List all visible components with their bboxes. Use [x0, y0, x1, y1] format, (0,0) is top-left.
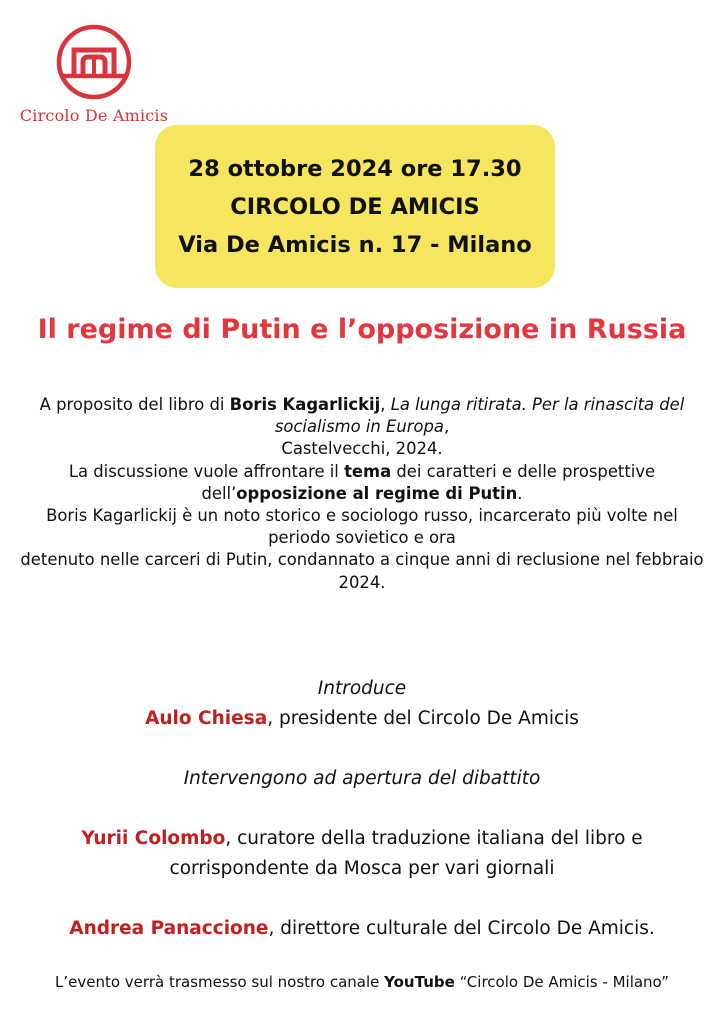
logo	[18, 22, 170, 125]
moderator-name: Aulo Chiesa	[145, 708, 268, 729]
footer-pre: L’evento verrà trasmesso sul nostro canale	[55, 973, 385, 991]
speaker-1-role: , curatore della traduzione italiana del libro e corrispondente da Mosca per vari giornali	[169, 828, 643, 879]
arch-building-icon	[54, 22, 134, 102]
desc-opposition-post: .	[517, 483, 523, 503]
event-date-time: 28 ottobre 2024 ore 17.30	[188, 155, 522, 182]
desc-opposition-pre: dell’	[201, 483, 237, 503]
footer-platform: YouTube	[384, 973, 455, 991]
speaker-1-name: Yurii Colombo	[81, 828, 226, 849]
footer-channel: “Circolo De Amicis - Milano”	[454, 973, 669, 991]
book-publisher: Castelvecchi, 2024.	[281, 439, 443, 459]
description	[14, 394, 710, 594]
desc-opposition-bold: opposizione al regime di Putin	[236, 483, 518, 503]
desc-comma: ,	[443, 417, 450, 437]
desc-sep: ,	[380, 395, 391, 414]
book-title: La lunga ritirata. Per la rinascita del socialismo in Europa	[274, 395, 685, 437]
author-bio-2: detenuto nelle carceri di Putin, condannato a cinque anni di reclusione nel febbraio 2024.	[20, 550, 704, 592]
author-bio-1: Boris Kagarlickij è un noto storico e sociologo russo, incarcerato più volte nel periodo sovietico e ora	[46, 506, 678, 548]
speaker-2-role: , direttore culturale del Circolo De Amicis.	[268, 918, 655, 939]
event-venue: CIRCOLO DE AMICIS	[230, 193, 480, 220]
event-info-box	[155, 125, 555, 288]
moderator-role: , presidente del Circolo De Amicis	[267, 708, 579, 729]
page-title: Il regime di Putin e l’opposizione in Russia	[37, 314, 687, 345]
desc-intro: A proposito del libro di	[39, 395, 230, 414]
speaker-2-name: Andrea Panaccione	[69, 918, 269, 939]
interventions-label: Intervengono ad apertura del dibattito	[183, 768, 541, 789]
desc-topic-pre: La discussione vuole affrontare il	[68, 461, 345, 481]
introduce-label: Introduce	[317, 678, 407, 699]
logo-name: Circolo De Amicis	[19, 106, 169, 125]
event-address: Via De Amicis n. 17 - Milano	[178, 231, 532, 258]
footer-note	[0, 970, 724, 994]
desc-topic-bold: tema	[344, 461, 392, 481]
book-author: Boris Kagarlickij	[229, 395, 381, 414]
program	[14, 674, 710, 944]
desc-topic-post: dei caratteri e delle prospettive	[391, 461, 656, 481]
